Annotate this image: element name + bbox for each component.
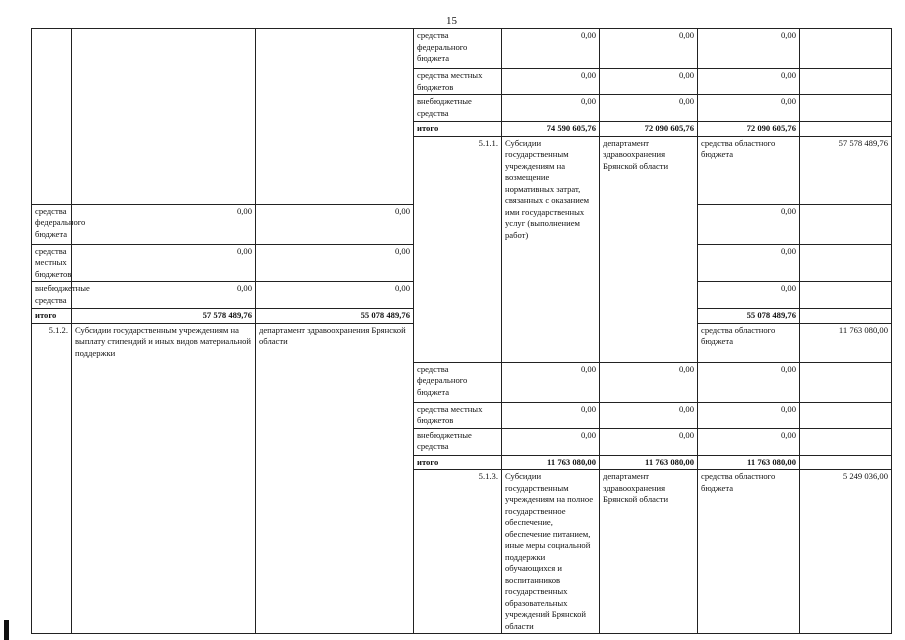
extra-cell [800,309,892,324]
amount-cell-2: 0,00 [600,69,698,95]
amount-cell-3: 0,00 [698,362,800,402]
amount-cell-2: 0,00 [256,282,414,309]
funding-source-cell: средства областного бюджета [698,136,800,204]
item-code-cell [32,29,72,205]
funding-source-cell: средства федерального бюджета [32,204,72,244]
funding-source-cell: итого [32,309,72,324]
extra-cell [800,362,892,402]
executor-cell: департамент здравоохранения Брянской области [600,470,698,634]
amount-cell-1: 0,00 [502,362,600,402]
amount-cell-2: 11 763 080,00 [600,455,698,470]
amount-cell-2: 0,00 [256,244,414,282]
extra-cell [800,428,892,455]
extra-cell [800,29,892,69]
amount-cell-2: 0,00 [600,29,698,69]
funding-source-cell: средства местных бюджетов [414,402,502,428]
amount-cell-2: 0,00 [600,402,698,428]
amount-cell-3: 0,00 [698,95,800,122]
amount-cell-1: 57 578 489,76 [72,309,256,324]
amount-cell-3: 0,00 [698,244,800,282]
amount-cell-3: 72 090 605,76 [698,122,800,137]
item-code-cell: 5.1.2. [32,323,72,634]
funding-source-cell: средства местных бюджетов [32,244,72,282]
item-name-cell: Субсидии государственным учреждениям на выплату стипендий и иных видов материальной поддержки [72,323,256,634]
funding-source-cell: внебюджетные средства [414,95,502,122]
funding-source-cell: итого [414,122,502,137]
funding-source-cell: средства федерального бюджета [414,362,502,402]
executor-cell [256,29,414,205]
amount-cell-1: 0,00 [502,69,600,95]
amount-cell-1: 0,00 [72,204,256,244]
extra-cell [800,402,892,428]
item-code-cell: 5.1.1. [414,136,502,362]
amount-cell-1: 0,00 [502,428,600,455]
amount-cell-2: 55 078 489,76 [256,309,414,324]
amount-cell-2: 0,00 [256,204,414,244]
amount-cell-3: 0,00 [698,29,800,69]
funding-source-cell: средства областного бюджета [698,470,800,634]
extra-cell [800,122,892,137]
amount-cell-2: 0,00 [600,95,698,122]
amount-cell-2: 72 090 605,76 [600,122,698,137]
amount-cell-1: 74 590 605,76 [502,122,600,137]
scan-edge-mark [4,620,9,640]
budget-table [31,28,892,634]
amount-cell-1: 11 763 080,00 [800,323,892,362]
amount-cell-3: 0,00 [698,428,800,455]
page-number: 15 [446,15,457,27]
table-row [32,29,892,69]
amount-cell-3: 0,00 [698,402,800,428]
extra-cell [800,95,892,122]
amount-cell-1: 57 578 489,76 [800,136,892,204]
amount-cell-1: 0,00 [72,282,256,309]
extra-cell [800,455,892,470]
funding-source-cell: средства федерального бюджета [414,29,502,69]
amount-cell-2: 0,00 [600,428,698,455]
amount-cell-3: 0,00 [698,204,800,244]
amount-cell-3: 0,00 [698,282,800,309]
funding-source-cell: внебюджетные средства [414,428,502,455]
funding-source-cell: итого [414,455,502,470]
funding-source-cell: средства местных бюджетов [414,69,502,95]
amount-cell-1: 11 763 080,00 [502,455,600,470]
item-code-cell: 5.1.3. [414,470,502,634]
extra-cell [800,244,892,282]
amount-cell-1: 0,00 [502,29,600,69]
item-name-cell: Субсидии государственным учреждениям на полное государственное обеспечение, обеспечение питанием, иные меры социальной поддержки обучающихся и воспитанников государственных образовательных учреждений Брянской области [502,470,600,634]
amount-cell-1: 0,00 [502,95,600,122]
extra-cell [800,282,892,309]
executor-cell: департамент здравоохранения Брянской области [600,136,698,362]
amount-cell-1: 0,00 [502,402,600,428]
executor-cell: департамент здравоохранения Брянской области [256,323,414,634]
amount-cell-3: 11 763 080,00 [698,455,800,470]
amount-cell-2: 0,00 [600,362,698,402]
amount-cell-3: 55 078 489,76 [698,309,800,324]
item-name-cell: Субсидии государственным учреждениям на возмещение нормативных затрат, связанных с оказанием ими государственных услуг (выполнением работ) [502,136,600,362]
item-name-cell [72,29,256,205]
extra-cell [800,204,892,244]
funding-source-cell: внебюджетные средства [32,282,72,309]
amount-cell-3: 0,00 [698,69,800,95]
amount-cell-1: 5 249 036,00 [800,470,892,634]
extra-cell [800,69,892,95]
amount-cell-1: 0,00 [72,244,256,282]
funding-source-cell: средства областного бюджета [698,323,800,362]
